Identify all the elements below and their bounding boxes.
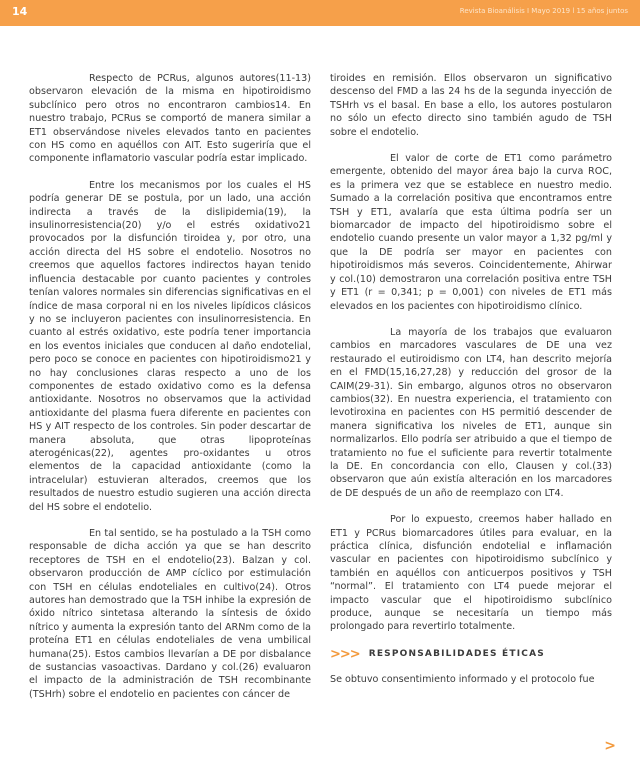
section-arrows-icon: >>>: [330, 646, 360, 662]
right-column: [330, 72, 612, 687]
paragraph: tiroides en remisión. Ellos observaron un significativo descenso del FMD a las 24 hs de la segunda inyección de TSHrh vs el basal. En base a ello, los autores postularon no sólo un efecto directo sino también agudo de TSH sobre el endotelio.: [330, 73, 612, 138]
section-heading: [330, 648, 612, 661]
running-header: Revista Bioanálisis I Mayo 2019 l 15 años juntos: [459, 7, 628, 15]
paragraph: La mayoría de los trabajos que evaluaron cambios en marcadores vasculares de DE una vez restaurado el eutiroidismo con LT4, han descrito mejoría en el FMD(15,16,27,28) y reducción del grosor de la CAIM(29-31). Sin embargo, algunos otros no observaron cambios(32). En nuestra experiencia, el tratamiento con levotiroxina en pacientes con HS permitió descender de manera significativa los niveles de ET1, aunque sin normalizarlos. Ello podría ser atribuido a que el tiempo de tratamiento no fue el suficiente para revertir totalmente la DE. En concordancia con ello, Clausen y col.(33) observaron que aún existía alteración en los marcadores de DE después de un año de reemplazo con LT4.: [330, 326, 612, 499]
paragraph: Respecto de PCRus, algunos autores(11-13) observaron elevación de la misma en hipotiroidismo subclínico pero otros no encontraron cambios14. En nuestro trabajo, PCRus se comportó de manera similar a ET1 observándose niveles elevados tanto en pacientes con HS como en aquéllos con AIT. Esto sugeriría que el componente inflamatorio vascular podría estar implicado.: [29, 73, 311, 165]
header-bar: [0, 0, 640, 26]
page-number: 14: [12, 5, 28, 18]
paragraph: Se obtuvo consentimiento informado y el protocolo fue: [330, 674, 595, 686]
section-title: RESPONSABILIDADES ÉTICAS: [368, 648, 545, 659]
left-column: [29, 72, 311, 701]
paragraph: El valor de corte de ET1 como parámetro emergente, obtenido del mayor área bajo la curva ROC, es la primera vez que se establece en nuestro medio. Sumado a la correlación positiva que encontramos entre TSH y ET1, avalaría que esta última podría ser un biomarcador de impacto del hipotiroidismo sobre el endotelio cuando presente un valor mayor a 1,32 pg/ml y que la DE podría ser mayor en pacientes con hipotiroidismos más severos. Coincidentemente, Ahirwar y col.(10) demostraron una correlación positiva entre TSH y ET1 (r = 0,341; p = 0,001) con niveles de ET1 más elevados en los pacientes con hipotiroidismo clínico.: [330, 153, 612, 312]
next-page-arrow-icon[interactable]: >: [604, 738, 616, 754]
paragraph: Entre los mecanismos por los cuales el HS podría generar DE se postula, por un lado, una acción indirecta a través de la dislipidemia(19), la insulinorresistencia(20) y/o el estrés oxidativo21 provocados por la disfunción tiroidea y, por otro, una acción directa del HS sobre el endotelio. Nosotros no creemos que aquellos factores indirectos hayan tenido influencia destacable por cuanto pacientes y controles tenían valores normales sin diferencias significativas en el índice de masa corporal ni en los niveles lipídicos clásicos y no se incluyeron pacientes con insulinorresistencia. En cuanto al estrés oxidativo, este podría tener importancia en los eventos iniciales que conducen al daño endotelial, pero poco se conoce en pacientes con hipotiroidismo21 y no hay conclusiones claras respecto a uno de los componentes de estado oxidativo como es la defensa antioxidante. Nosotros no observamos que la actividad antioxidante del plasma fuera diferente en pacientes con HS y AIT respecto de los controles. Sin poder descartar de manera absoluta, que otras lipoproteínas aterogénicas(22), agentes pro-oxidantes u otros elementos de la capacidad antioxidante (como la intracelular) estuvieran alterados, creemos que los resultados de nuestro estudio sugieren una acción directa del HS sobre el endotelio.: [29, 179, 311, 513]
paragraph: En tal sentido, se ha postulado a la TSH como responsable de dicha acción ya que se han descrito receptores de TSH en el endotelio(23). Balzan y col. observaron producción de AMP cíclico por estimulación con TSH en células endoteliales en cultivo(24). Otros autores han demostrado que la TSH inhibe la expresión de óxido nítrico sintetasa alterando la síntesis de óxido nítrico y aumenta la expresión tanto del ARNm como de la proteína ET1 en células endoteliales de vena umbilical humana(25). Estos cambios llevarían a DE por disbalance de sustancias vasoactivas. Dardano y col.(26) evaluaron el impacto de la administración de TSH recombinante (TSHrh) sobre el endotelio en pacientes con cáncer de: [29, 528, 312, 700]
paragraph: Por lo expuesto, creemos haber hallado en ET1 y PCRus biomarcadores útiles para evaluar, en la práctica clínica, disfunción endotelial e inflamación vascular en pacientes con hipotiroidismo subclínico y también en aquéllos con anticuerpos positivos y TSH “normal”. El tratamiento con LT4 puede mejorar el impacto vascular que el hipotiroidismo subclínico produce, aunque se necesitaría un tiempo más prolongado para revertirlo totalmente.: [330, 514, 612, 633]
